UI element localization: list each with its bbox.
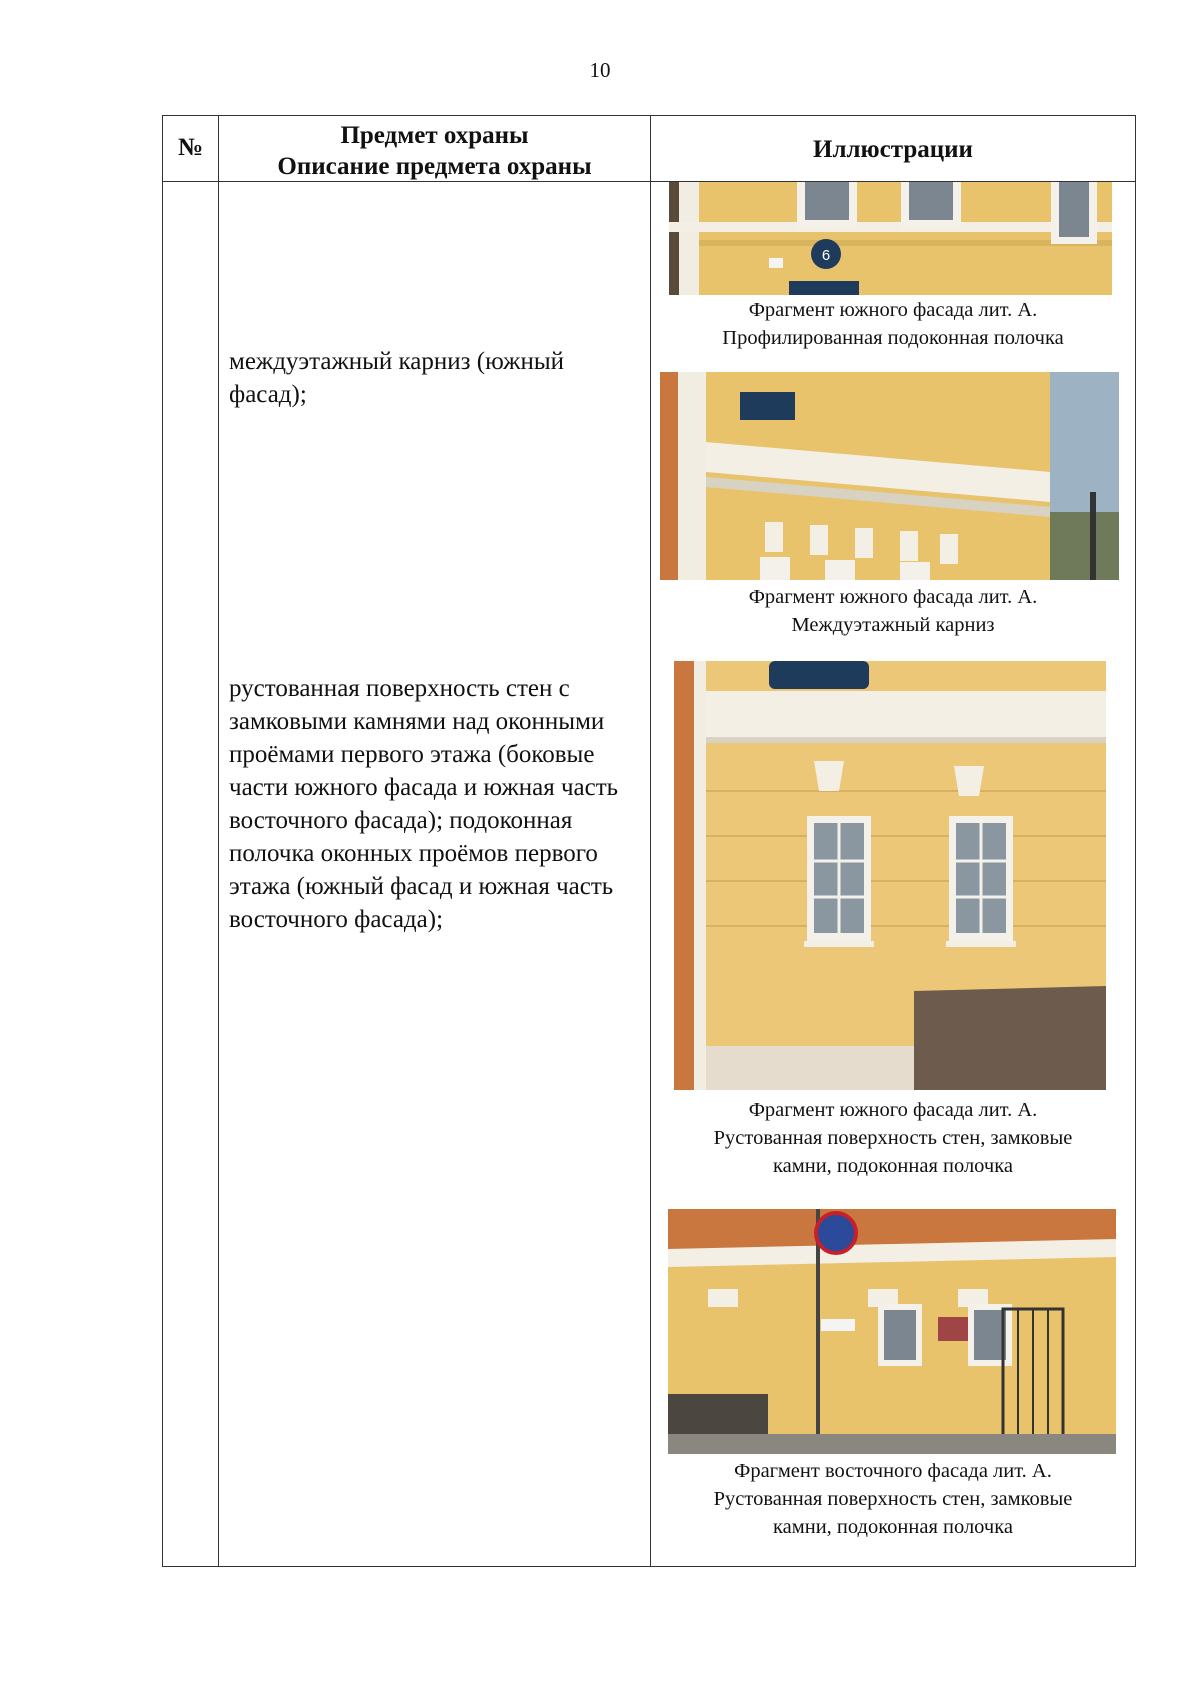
caption-line: Рустованная поверхность стен, замковые xyxy=(713,1127,1073,1149)
header-illustrations: Иллюстрации xyxy=(813,136,973,163)
caption-line: Междуэтажный карниз xyxy=(791,614,995,636)
caption-line: камни, подоконная полочка xyxy=(773,1155,1013,1177)
column-divider xyxy=(218,116,219,1566)
photo-south-facade-sill xyxy=(669,182,1112,295)
protection-table xyxy=(162,115,1136,1567)
header-subject-title: Предмет охраны xyxy=(340,122,529,149)
caption-figure-4 xyxy=(651,1457,1135,1541)
house-number-sign: 6 xyxy=(821,247,831,264)
caption-line: Фрагмент южного фасада лит. А. xyxy=(748,1099,1038,1121)
description-rusticated-walls: рустованная поверхность стен с замковыми камнями над оконными проёмами первого этажа (боковые части южного фасада и южная часть восточного фасада); подоконная полочка оконных проёмов первого этажа (южный фасад и южная часть восточного фасада); xyxy=(229,675,619,933)
caption-line: камни, подоконная полочка xyxy=(773,1516,1013,1538)
page-number: 10 xyxy=(589,58,611,82)
caption-figure-2 xyxy=(651,583,1135,639)
caption-figure-1 xyxy=(651,296,1135,352)
caption-line: Фрагмент южного фасада лит. А. xyxy=(748,299,1038,321)
photo-south-facade-rustication xyxy=(674,661,1106,1090)
photo-east-facade-rustication xyxy=(668,1209,1116,1454)
header-subject-description: Описание предмета охраны xyxy=(277,153,592,180)
caption-line: Фрагмент восточного фасада лит. А. xyxy=(734,1460,1052,1482)
caption-figure-3 xyxy=(651,1096,1135,1180)
caption-line: Фрагмент южного фасада лит. А. xyxy=(748,586,1038,608)
header-number: № xyxy=(177,134,204,161)
photo-south-facade-cornice xyxy=(660,372,1119,580)
caption-line: Профилированная подоконная полочка xyxy=(722,327,1064,349)
description-cornice: междуэтажный карниз (южный фасад); xyxy=(229,348,564,408)
header-subject xyxy=(219,120,650,182)
caption-line: Рустованная поверхность стен, замковые xyxy=(713,1488,1073,1510)
